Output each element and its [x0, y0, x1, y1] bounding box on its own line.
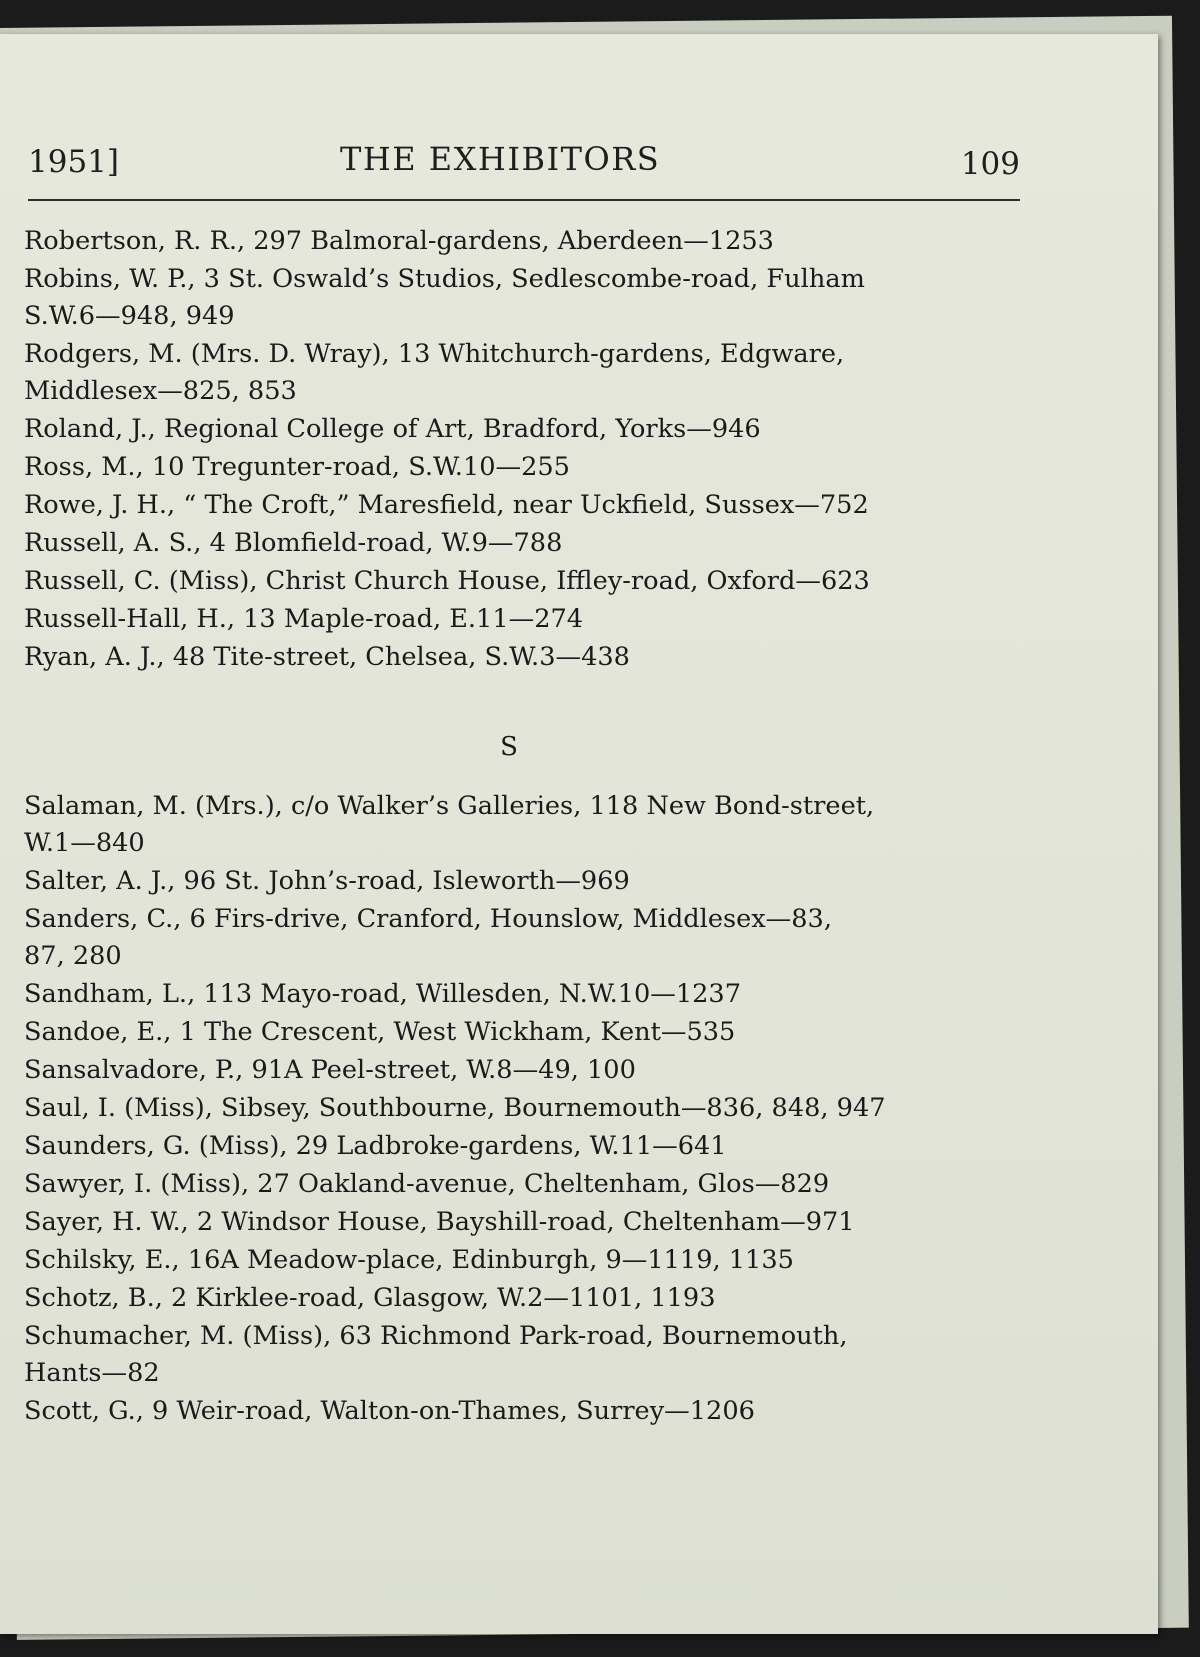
exhibitor-entry	[24, 1052, 1024, 1089]
exhibitor-entry	[24, 1204, 1024, 1241]
entry-line: Sawyer, I. (Miss), 27 Oakland-avenue, Cheltenham, Glos—829	[24, 1169, 830, 1199]
exhibitor-entry	[24, 261, 1024, 335]
running-head	[28, 140, 1020, 184]
exhibitor-entry	[24, 1242, 1024, 1279]
entry-line: Russell, C. (Miss), Christ Church House, Iffley-road, Oxford—623	[24, 566, 870, 596]
exhibitor-entry	[24, 1166, 1024, 1203]
exhibitor-group-r	[24, 223, 1024, 676]
entry-line: Sansalvadore, P., 91A Peel-street, W.8—49, 100	[24, 1055, 636, 1085]
entry-continuation-line: Hants—82	[24, 1358, 160, 1388]
entry-line: Saul, I. (Miss), Sibsey, Southbourne, Bournemouth—836, 848, 947	[24, 1093, 886, 1123]
running-head-year: 1951]	[28, 144, 119, 180]
entry-line: Salter, A. J., 96 St. John’s-road, Isleworth—969	[24, 866, 630, 896]
entry-line: Russell, A. S., 4 Blomfield-road, W.9—788	[24, 528, 563, 558]
exhibitor-entry	[24, 976, 1024, 1013]
exhibitor-entry	[24, 449, 1024, 486]
entry-line: Schilsky, E., 16A Meadow-place, Edinburgh, 9—1119, 1135	[24, 1245, 794, 1275]
entry-line: Sayer, H. W., 2 Windsor House, Bayshill-road, Cheltenham—971	[24, 1207, 855, 1237]
exhibitor-entry	[24, 1090, 1024, 1127]
running-head-title: THE EXHIBITORS	[340, 140, 661, 178]
entry-line: Russell-Hall, H., 13 Maple-road, E.11—274	[24, 604, 584, 634]
exhibitor-entry	[24, 1318, 1024, 1392]
exhibitor-entry	[24, 223, 1024, 260]
entry-line: Ryan, A. J., 48 Tite-street, Chelsea, S.W.3—438	[24, 642, 630, 672]
entry-continuation-line: W.1—840	[24, 828, 145, 858]
exhibitor-entry	[24, 1280, 1024, 1317]
entry-line: Salaman, M. (Mrs.), c/o Walker’s Galleries, 118 New Bond-street,	[24, 791, 875, 821]
exhibitor-list	[24, 223, 1024, 1431]
entry-line: Saunders, G. (Miss), 29 Ladbroke-gardens, W.11—641	[24, 1131, 727, 1161]
exhibitor-entry	[24, 563, 1024, 600]
entry-continuation-line: S.W.6—948, 949	[24, 301, 235, 331]
section-letter: S	[500, 732, 518, 762]
entry-line: Roland, J., Regional College of Art, Bradford, Yorks—946	[24, 414, 761, 444]
exhibitor-entry	[24, 601, 1024, 638]
exhibitor-entry	[24, 1014, 1024, 1051]
exhibitor-entry	[24, 1393, 1024, 1430]
entry-line: Sanders, C., 6 Firs-drive, Cranford, Hounslow, Middlesex—83,	[24, 904, 832, 934]
exhibitor-entry	[24, 1128, 1024, 1165]
exhibitor-entry	[24, 788, 1024, 862]
exhibitor-entry	[24, 901, 1024, 975]
exhibitor-entry	[24, 863, 1024, 900]
entry-line: Schotz, B., 2 Kirklee-road, Glasgow, W.2—1101, 1193	[24, 1283, 716, 1313]
exhibitor-entry	[24, 525, 1024, 562]
exhibitor-entry	[24, 411, 1024, 448]
exhibitor-entry	[24, 487, 1024, 524]
entry-line: Rodgers, M. (Mrs. D. Wray), 13 Whitchurch-gardens, Edgware,	[24, 339, 845, 369]
entry-line: Ross, M., 10 Tregunter-road, S.W.10—255	[24, 452, 570, 482]
exhibitor-entry	[24, 336, 1024, 410]
entry-line: Robertson, R. R., 297 Balmoral-gardens, Aberdeen—1253	[24, 226, 774, 256]
header-rule	[28, 199, 1020, 201]
exhibitor-group-s	[24, 788, 1024, 1430]
entry-line: Schumacher, M. (Miss), 63 Richmond Park-road, Bournemouth,	[24, 1321, 848, 1351]
exhibitor-entry	[24, 639, 1024, 676]
entry-line: Robins, W. P., 3 St. Oswald’s Studios, Sedlescombe-road, Fulham	[24, 264, 865, 294]
entry-continuation-line: Middlesex—825, 853	[24, 376, 297, 406]
entry-line: Rowe, J. H., “ The Croft,” Maresfield, near Uckfield, Sussex—752	[24, 490, 869, 520]
entry-line: Scott, G., 9 Weir-road, Walton-on-Thames, Surrey—1206	[24, 1396, 755, 1426]
entry-line: Sandham, L., 113 Mayo-road, Willesden, N.W.10—1237	[24, 979, 741, 1009]
entry-continuation-line: 87, 280	[24, 941, 122, 971]
entry-line: Sandoe, E., 1 The Crescent, West Wickham, Kent—535	[24, 1017, 736, 1047]
page-number: 109	[960, 146, 1020, 182]
